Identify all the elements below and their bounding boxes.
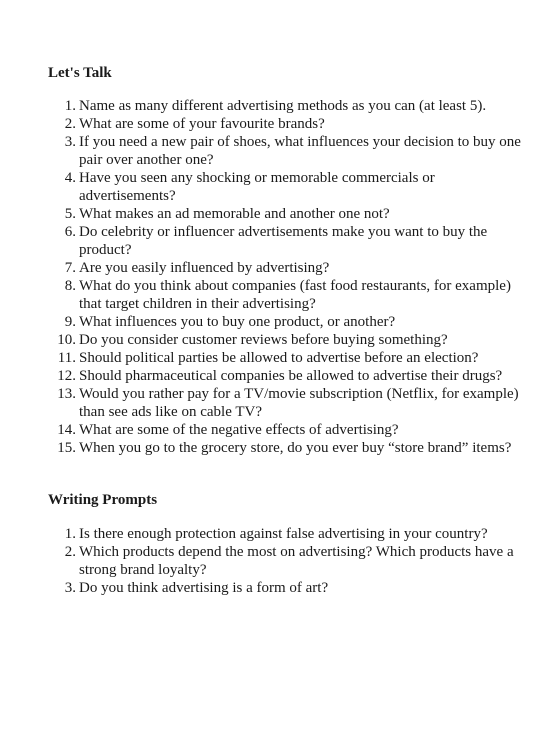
writing-prompts-list <box>0 525 540 597</box>
list-item <box>0 169 527 205</box>
list-item-number: 2. <box>64 544 76 560</box>
list-item <box>0 543 527 579</box>
list-item-number: 2. <box>64 116 76 132</box>
list-item-number: 5. <box>64 206 76 222</box>
list-item <box>0 205 527 223</box>
list-item-number: 3. <box>64 134 76 150</box>
list-item-text: Which products depend the most on advertising? Which products have a strong brand loyalty? <box>79 544 514 578</box>
list-item-number: 1. <box>64 526 76 542</box>
section-title-writing-prompts: Writing Prompts <box>48 492 158 508</box>
list-item-number: 9. <box>64 314 76 330</box>
list-item-number: 8. <box>64 278 76 294</box>
list-item <box>0 579 527 597</box>
list-item-text: What influences you to buy one product, or another? <box>79 314 396 330</box>
list-item <box>0 439 527 457</box>
list-item-text: What are some of the negative effects of advertising? <box>79 422 399 438</box>
section-title-lets-talk: Let's Talk <box>48 65 112 81</box>
list-item <box>0 331 527 349</box>
list-item-text: Should pharmaceutical companies be allowed to advertise their drugs? <box>79 368 503 384</box>
list-item-number: 7. <box>64 260 76 276</box>
list-item-number: 11. <box>57 350 76 366</box>
list-item-number: 3. <box>64 580 76 596</box>
list-item <box>0 133 527 169</box>
list-item-text: Do celebrity or influencer advertisements make you want to buy the product? <box>79 224 488 258</box>
list-item <box>0 385 527 421</box>
list-item-number: 12. <box>57 368 76 384</box>
list-item-text: Name as many different advertising methods as you can (at least 5). <box>79 98 487 114</box>
list-item-number: 6. <box>64 224 76 240</box>
list-item-number: 4. <box>64 170 76 186</box>
list-item-text: What makes an ad memorable and another one not? <box>79 206 390 222</box>
list-item <box>0 115 527 133</box>
list-item <box>0 313 527 331</box>
list-item-text: Should political parties be allowed to advertise before an election? <box>79 350 479 366</box>
list-item <box>0 223 527 259</box>
list-item <box>0 525 527 543</box>
list-item-number: 13. <box>57 386 76 402</box>
list-item <box>0 349 527 367</box>
list-item <box>0 97 527 115</box>
list-item <box>0 367 527 385</box>
list-item-text: If you need a new pair of shoes, what influences your decision to buy one pair over another one? <box>79 134 521 168</box>
list-item-number: 14. <box>57 422 76 438</box>
list-item <box>0 277 527 313</box>
list-item-text: Would you rather pay for a TV/movie subscription (Netflix, for example) than see ads like on cable TV? <box>79 386 519 420</box>
list-item-text: Do you think advertising is a form of art? <box>79 580 329 596</box>
list-item-text: Do you consider customer reviews before buying something? <box>79 332 448 348</box>
list-item-text: Is there enough protection against false advertising in your country? <box>79 526 488 542</box>
list-item-text: What are some of your favourite brands? <box>79 116 325 132</box>
list-item <box>0 421 527 439</box>
list-item-text: What do you think about companies (fast food restaurants, for example) that target children in their advertising? <box>79 278 511 312</box>
lets-talk-question-list <box>0 97 540 457</box>
list-item-number: 15. <box>57 440 76 456</box>
list-item-number: 10. <box>57 332 76 348</box>
list-item-text: Are you easily influenced by advertising? <box>79 260 330 276</box>
list-item-text: When you go to the grocery store, do you ever buy “store brand” items? <box>79 440 512 456</box>
list-item-number: 1. <box>64 98 76 114</box>
list-item-text: Have you seen any shocking or memorable commercials or advertisements? <box>79 170 435 204</box>
list-item <box>0 259 527 277</box>
